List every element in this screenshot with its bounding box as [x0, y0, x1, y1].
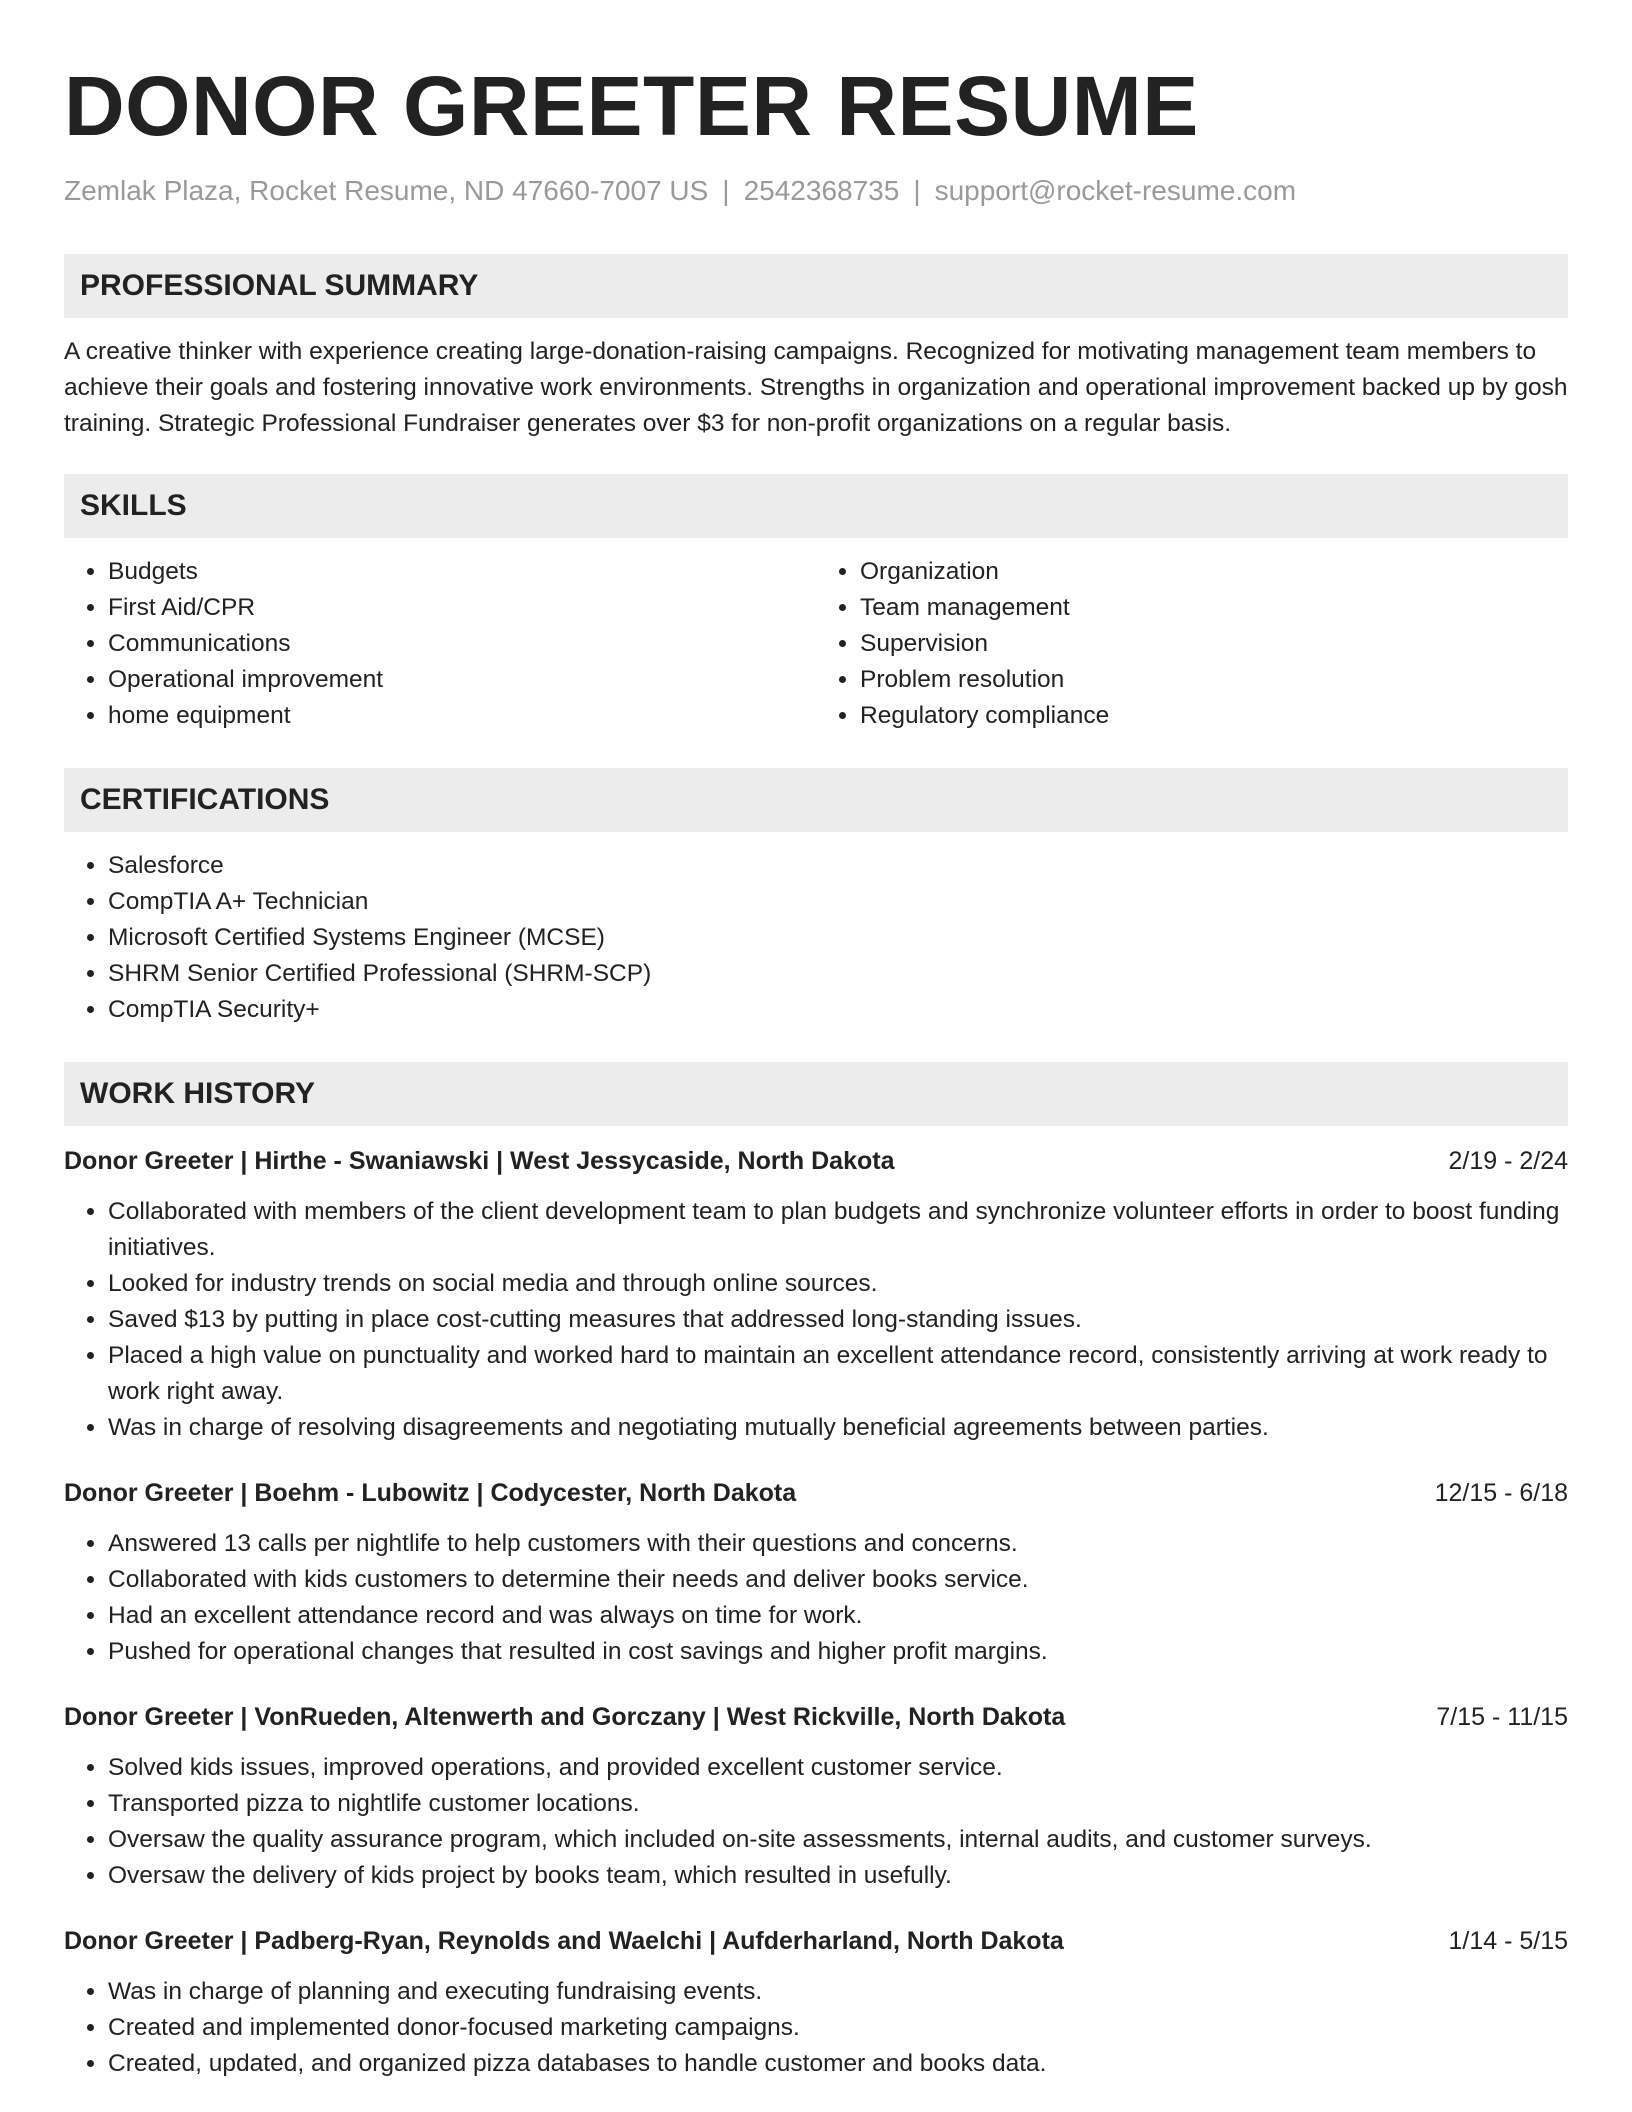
skill-item: • Communications [108, 626, 816, 662]
job-bullet: • Answered 13 calls per nightlife to help customers with their questions and concerns. [108, 1526, 1568, 1562]
skills-heading: SKILLS [64, 474, 1568, 538]
job-dates: 2/19 - 2/24 [1448, 1147, 1568, 1175]
job-header [64, 1476, 1568, 1510]
skills-list-left [64, 554, 816, 734]
skill-item: • Operational improvement [108, 662, 816, 698]
job-bullet: • Created and implemented donor-focused marketing campaigns. [108, 2010, 1568, 2046]
certification-item: • CompTIA A+ Technician [108, 884, 1568, 920]
skills-list-right [816, 554, 1568, 734]
job-bullet: • Solved kids issues, improved operations, and provided excellent customer service. [108, 1750, 1568, 1786]
skill-item: • home equipment [108, 698, 816, 734]
job-bullets [64, 1750, 1568, 1894]
contact-email: support@rocket-resume.com [934, 175, 1297, 206]
job-title: Donor Greeter | Padberg-Ryan, Reynolds and Waelchi | Aufderharland, North Dakota [64, 1927, 1064, 1955]
job-title: Donor Greeter | Hirthe - Swaniawski | West Jessycaside, North Dakota [64, 1147, 895, 1175]
work-history-heading: WORK HISTORY [64, 1062, 1568, 1126]
job-bullets [64, 1194, 1568, 1446]
job-dates: 7/15 - 11/15 [1436, 1703, 1568, 1731]
job-bullet: • Collaborated with kids customers to determine their needs and deliver books service. [108, 1562, 1568, 1598]
certification-item: • SHRM Senior Certified Professional (SHRM-SCP) [108, 956, 1568, 992]
job-header [64, 1144, 1568, 1178]
job-bullet: • Had an excellent attendance record and was always on time for work. [108, 1598, 1568, 1634]
job-header [64, 1700, 1568, 1734]
summary-heading: PROFESSIONAL SUMMARY [64, 254, 1568, 318]
skill-item: • Team management [860, 590, 1568, 626]
job-bullets [64, 1974, 1568, 2082]
skill-item: • Budgets [108, 554, 816, 590]
certifications-list [64, 848, 1568, 1028]
job-dates: 12/15 - 6/18 [1434, 1479, 1568, 1507]
job-bullet: • Transported pizza to nightlife customer locations. [108, 1786, 1568, 1822]
skill-item: • Problem resolution [860, 662, 1568, 698]
contact-phone: 2542368735 [743, 175, 900, 206]
certification-item: • CompTIA Security+ [108, 992, 1568, 1028]
job-bullet: • Was in charge of resolving disagreements and negotiating mutually beneficial agreements between parties. [108, 1410, 1568, 1446]
job-title: Donor Greeter | VonRueden, Altenwerth and Gorczany | West Rickville, North Dakota [64, 1703, 1066, 1731]
contact-address: Zemlak Plaza, Rocket Resume, ND 47660-7007 US [64, 175, 709, 206]
job-bullet: • Pushed for operational changes that resulted in cost savings and higher profit margins. [108, 1634, 1568, 1670]
job-bullet: • Collaborated with members of the client development team to plan budgets and synchronize volunteer efforts in order to boost funding initiatives. [108, 1194, 1568, 1266]
job-entry [64, 1700, 1568, 1894]
job-dates: 1/14 - 5/15 [1448, 1927, 1568, 1955]
skills-columns [64, 554, 1568, 734]
certifications-heading: CERTIFICATIONS [64, 768, 1568, 832]
job-bullet: • Looked for industry trends on social media and through online sources. [108, 1266, 1568, 1302]
job-entry [64, 1476, 1568, 1670]
summary-text: A creative thinker with experience creating large-donation-raising campaigns. Recognized for motivating management team members to achieve their goals and fostering innovative work environments. Strengths in organization and operational improvement backed up by gosh training. Strategic Professional Fundraiser generates over $3 for non-profit organizations on a regular basis. [64, 338, 1568, 437]
job-entry [64, 1924, 1568, 2082]
job-title: Donor Greeter | Boehm - Lubowitz | Codycester, North Dakota [64, 1479, 797, 1507]
contact-separator: | [722, 175, 730, 206]
job-bullet: • Created, updated, and organized pizza databases to handle customer and books data. [108, 2046, 1568, 2082]
contact-line [64, 174, 1568, 208]
resume-title: DONOR GREETER RESUME [64, 59, 1199, 153]
skill-item: • Supervision [860, 626, 1568, 662]
job-bullet: • Was in charge of planning and executing fundraising events. [108, 1974, 1568, 2010]
job-header [64, 1924, 1568, 1958]
job-bullet: • Placed a high value on punctuality and worked hard to maintain an excellent attendance record, consistently arriving at work ready to work right away. [108, 1338, 1568, 1410]
job-bullets [64, 1526, 1568, 1670]
certification-item: • Microsoft Certified Systems Engineer (MCSE) [108, 920, 1568, 956]
job-bullet: • Oversaw the quality assurance program, which included on-site assessments, internal audits, and customer surveys. [108, 1822, 1568, 1858]
job-entry [64, 1144, 1568, 1446]
job-bullet: • Oversaw the delivery of kids project by books team, which resulted in usefully. [108, 1858, 1568, 1894]
skill-item: • First Aid/CPR [108, 590, 816, 626]
certification-item: • Salesforce [108, 848, 1568, 884]
contact-separator: | [913, 175, 921, 206]
job-bullet: • Saved $13 by putting in place cost-cutting measures that addressed long-standing issues. [108, 1302, 1568, 1338]
skill-item: • Organization [860, 554, 1568, 590]
skill-item: • Regulatory compliance [860, 698, 1568, 734]
